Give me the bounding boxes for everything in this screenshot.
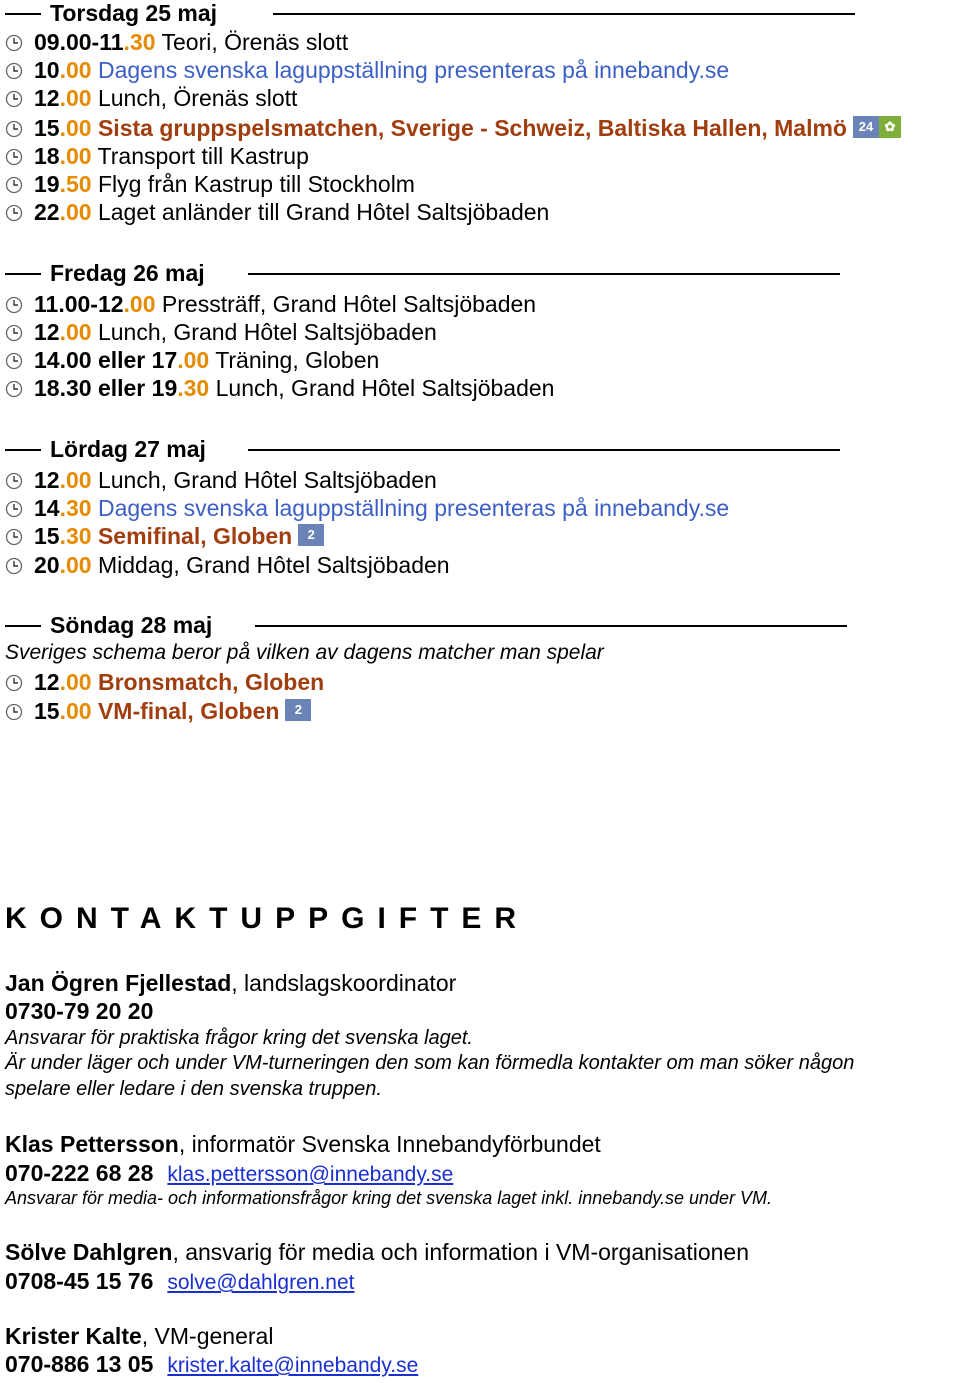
contact-role: , VM-general (141, 1323, 274, 1349)
event-text: Pressträff, Grand Hôtel Saltsjöbaden (155, 291, 537, 317)
event-text: Dagens svenska laguppställning presenteras på innebandy.se (91, 57, 730, 83)
event-time: 14.30 (34, 495, 92, 521)
clock-icon (5, 380, 23, 398)
event-row (5, 28, 348, 56)
event-text: Flyg från Kastrup till Stockholm (91, 171, 415, 197)
tv-badge-icon: 2 (285, 699, 311, 721)
contact-desc: spelare eller ledare i den svenska truppen. (5, 1078, 382, 1100)
event-text: Semifinal, Globen (91, 523, 293, 549)
day-title: Söndag 28 maj (50, 612, 213, 638)
event-time: 12.00 (34, 319, 92, 345)
event-text: Träning, Globen (209, 347, 380, 373)
event-time: 22.00 (34, 199, 92, 225)
event-time: 10.00 (34, 57, 92, 83)
event-time: 15.00 (34, 115, 92, 141)
event-time: 20.00 (34, 552, 92, 578)
event-text: Dagens svenska laguppställning presenteras på innebandy.se (91, 495, 730, 521)
event-time: 11.00-12.00 (34, 291, 156, 317)
clock-icon (5, 557, 23, 575)
clock-icon (5, 204, 23, 222)
contact-email-link[interactable]: klas.pettersson@innebandy.se (167, 1163, 454, 1186)
contact-role: , ansvarig för media och information i VM-organisationen (172, 1239, 749, 1265)
event-time: 15.30 (34, 523, 92, 549)
contact-name-line (5, 1323, 273, 1350)
event-text: Bronsmatch, Globen (91, 669, 325, 695)
event-text: Teori, Örenäs slott (155, 29, 349, 55)
event-row (5, 346, 379, 374)
event-row (5, 170, 415, 198)
event-row (5, 522, 324, 550)
event-text: Laget anländer till Grand Hôtel Saltsjöbaden (91, 199, 550, 225)
contact-phone-line (5, 998, 153, 1025)
event-row (5, 668, 324, 696)
contact-phone: 0708-45 15 76 (5, 1268, 154, 1294)
clock-icon (5, 90, 23, 108)
clock-icon (5, 674, 23, 692)
day-note: Sveriges schema beror på vilken av dagens matcher man spelar (5, 641, 604, 664)
event-text: Lunch, Örenäs slott (91, 85, 298, 111)
day-header-friday (5, 260, 840, 286)
event-text: Lunch, Grand Hôtel Saltsjöbaden (91, 319, 437, 345)
event-time: 15.00 (34, 698, 92, 724)
event-row (5, 697, 311, 725)
contact-name: Jan Ögren Fjellestad (5, 970, 232, 996)
event-time: 18.00 (34, 143, 92, 169)
day-title: Fredag 26 maj (50, 260, 205, 286)
event-time: 18.30 eller 19.30 (34, 375, 210, 401)
contact-name: Klas Pettersson (5, 1131, 179, 1157)
day-title: Torsdag 25 maj (50, 0, 218, 26)
clock-icon (5, 120, 23, 138)
day-header-thursday (5, 0, 855, 26)
event-time: 12.00 (34, 467, 92, 493)
contact-name-line (5, 970, 456, 997)
clock-icon (5, 528, 23, 546)
tv-badge-icon: 24 ✿ (853, 116, 901, 138)
contact-phone: 0730-79 20 20 (5, 998, 154, 1024)
event-text: Sista gruppspelsmatchen, Sverige - Schweiz, Baltiska Hallen, Malmö (91, 115, 847, 141)
clock-icon (5, 352, 23, 370)
clock-icon (5, 148, 23, 166)
event-row (5, 142, 309, 170)
tv-badge-icon: 2 (298, 524, 324, 546)
event-time: 14.00 eller 17.00 (34, 347, 210, 373)
event-row (5, 551, 450, 579)
contact-role: , landslagskoordinator (231, 970, 457, 996)
event-text: Lunch, Grand Hôtel Saltsjöbaden (209, 375, 555, 401)
event-time: 12.00 (34, 85, 92, 111)
event-row (5, 466, 437, 494)
contact-phone-line (5, 1268, 354, 1295)
event-row (5, 374, 554, 402)
event-row (5, 290, 536, 318)
clock-icon (5, 703, 23, 721)
event-time: 12.00 (34, 669, 92, 695)
event-time: 09.00-11.30 (34, 29, 156, 55)
contact-desc: Ansvarar för media- och informationsfrågor kring det svenska laget inkl. innebandy.se under VM. (5, 1188, 773, 1208)
clock-icon (5, 500, 23, 518)
contact-name: Sölve Dahlgren (5, 1239, 173, 1265)
day-header-saturday (5, 436, 840, 462)
contact-name-line (5, 1239, 749, 1266)
event-time: 19.50 (34, 171, 92, 197)
event-row (5, 56, 729, 84)
event-row (5, 494, 729, 522)
event-row (5, 318, 437, 346)
event-row (5, 114, 901, 142)
clock-icon (5, 34, 23, 52)
contact-name: Krister Kalte (5, 1323, 142, 1349)
contact-role: , informatör Svenska Innebandyförbundet (178, 1131, 601, 1157)
contact-desc: Ansvarar för praktiska frågor kring det svenska laget. (5, 1027, 473, 1049)
contact-email-link[interactable]: krister.kalte@innebandy.se (167, 1354, 419, 1377)
clock-icon (5, 176, 23, 194)
contact-phone: 070-222 68 28 (5, 1160, 154, 1186)
contact-phone-line (5, 1160, 453, 1187)
clock-icon (5, 296, 23, 314)
clock-icon (5, 472, 23, 490)
contact-email-link[interactable]: solve@dahlgren.net (167, 1271, 355, 1294)
event-row (5, 198, 549, 226)
event-text: Lunch, Grand Hôtel Saltsjöbaden (91, 467, 437, 493)
contacts-heading: KONTAKTUPPGIFTER (5, 902, 530, 935)
contact-phone-line (5, 1351, 418, 1378)
event-text: Middag, Grand Hôtel Saltsjöbaden (91, 552, 450, 578)
event-text: Transport till Kastrup (91, 143, 309, 169)
event-row (5, 84, 297, 112)
clock-icon (5, 324, 23, 342)
contact-name-line (5, 1131, 601, 1158)
day-header-sunday (5, 612, 847, 638)
event-text: VM-final, Globen (91, 698, 280, 724)
day-title: Lördag 27 maj (50, 436, 206, 462)
clock-icon (5, 62, 23, 80)
contact-phone: 070-886 13 05 (5, 1351, 154, 1377)
contact-desc: Är under läger och under VM-turneringen den som kan förmedla kontakter om man söker någon (5, 1052, 855, 1074)
